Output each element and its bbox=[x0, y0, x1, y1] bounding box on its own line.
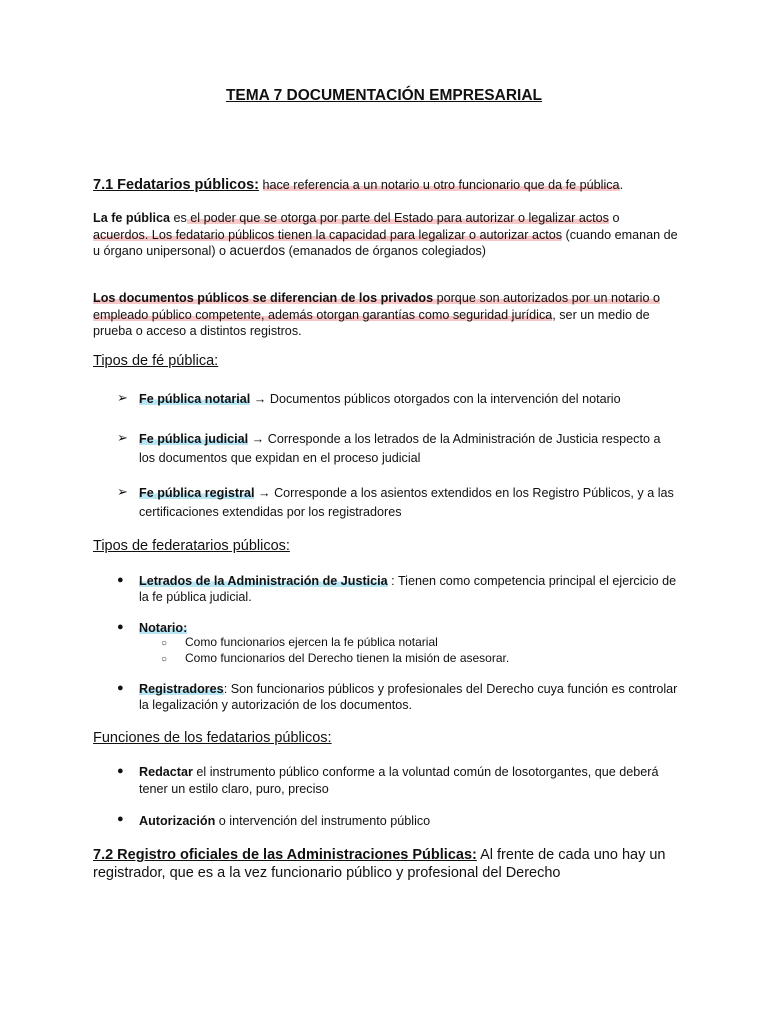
circle-bullet-icon: ○ bbox=[161, 654, 168, 665]
section-7-2-heading: 7.2 Registro oficiales de las Administraciones Públicas: bbox=[93, 847, 477, 863]
funciones-list: ● Redactar el instrumento público conforme a la voluntad común de losotorgantes, que deberá tener un estilo claro, puro, preciso ● Autorización o intervención del instrumento público bbox=[117, 765, 659, 828]
section-7-2-text: Al frente de cada uno hay un registrador, que es a la vez funcionario público y profesional del Derecho bbox=[93, 847, 666, 881]
fe-publica-paragraph: La fe pública es el poder que se otorga por parte del Estado para autorizar o legalizar actos o acuerdos. Los fedatario públicos tienen la capacidad para legalizar o autorizar actos (cuando emanan de u órgano unipersonal) o acuerdos (emanados de órganos colegiados) bbox=[93, 211, 678, 258]
tipos-federatarios-list: ● Letrados de la Administración de Justicia : Tienen como competencia principal el ejercicio de la fe pública judicial. ● Notario: ○ Como funcionarios ejercen la fe pública notarial ○ Como funcionarios del Derecho tienen la misión de asesorar. ● Registradores: Son funcionarios públicos y profesionales del Derecho cuya función es controlar la legalización y autorización de los documentos. bbox=[117, 574, 678, 712]
bullet-icon: ● bbox=[117, 813, 124, 825]
bullet-icon: ● bbox=[117, 574, 124, 586]
fe-publica-definition: el poder que se otorga por parte del Estado para autorizar o legalizar actos bbox=[186, 211, 609, 225]
fe-publica-term: La fe pública bbox=[93, 211, 170, 225]
arrow-bullet-icon: ➢ bbox=[117, 430, 128, 445]
funciones-heading: Funciones de los fedatarios públicos: bbox=[93, 730, 332, 746]
circle-bullet-icon: ○ bbox=[161, 638, 168, 649]
registradores-term: Registradores bbox=[139, 682, 224, 696]
redactar-term: Redactar bbox=[139, 765, 193, 779]
document-title: TEMA 7 DOCUMENTACIÓN EMPRESARIAL bbox=[225, 87, 543, 104]
tipos-federatarios-heading: Tipos de federatarios públicos: bbox=[93, 538, 290, 554]
bullet-icon: ● bbox=[117, 765, 124, 777]
notario-term: Notario: bbox=[139, 621, 188, 635]
bullet-icon: ● bbox=[117, 621, 124, 633]
letrados-term: Letrados de la Administración de Justicia bbox=[139, 574, 388, 588]
documentos-publicos-paragraph: Los documentos públicos se diferencian de los privados porque son autorizados por un notario o empleado público competente, además otorgan garantías como seguridad jurídica, ser un medio de prueba o acceso a distintos registros. bbox=[93, 291, 660, 338]
fe-judicial-term: Fe pública judicial bbox=[139, 432, 249, 446]
tipos-fe-list: ➢ Fe pública notarial → Documentos públicos otorgados con la intervención del notario ➢ Fe pública judicial → Corresponde a los letrados de la Administración de Justicia respecto a los documentos que expidan en el proceso judicial ➢ Fe pública registral → Corresponde a los asientos extendidos en los Registro Públicos, y a las certificaciones extendidas por los registradores bbox=[117, 390, 674, 519]
fe-publica-sentence: . Los fedatario públicos tienen la capacidad para legalizar o autorizar actos bbox=[144, 227, 563, 242]
fe-registral-term: Fe pública registral bbox=[139, 486, 255, 500]
autorizacion-term: Autorización bbox=[139, 814, 216, 828]
section-7-1-intro: 7.1 Fedatarios públicos: hace referencia a un notario u otro funcionario que da fe pública. bbox=[93, 177, 624, 193]
tipos-fe-heading: Tipos de fé pública: bbox=[93, 353, 219, 369]
section-7-1-heading: 7.1 Fedatarios públicos: bbox=[93, 177, 259, 193]
arrow-bullet-icon: ➢ bbox=[117, 484, 128, 499]
arrow-bullet-icon: ➢ bbox=[117, 390, 128, 405]
documentos-bold: Los documentos públicos se diferencian de los privados bbox=[93, 291, 434, 305]
documentos-highlighted: porque son autorizados por un notario o empleado público competente, además otorgan garantías como seguridad jurídica bbox=[93, 291, 660, 322]
section-7-2 bbox=[93, 846, 683, 882]
section-7-1-definition: hace referencia a un notario u otro funcionario que da fe pública bbox=[262, 178, 620, 192]
fe-notarial-term: Fe pública notarial bbox=[139, 392, 251, 406]
bullet-icon: ● bbox=[117, 682, 124, 694]
